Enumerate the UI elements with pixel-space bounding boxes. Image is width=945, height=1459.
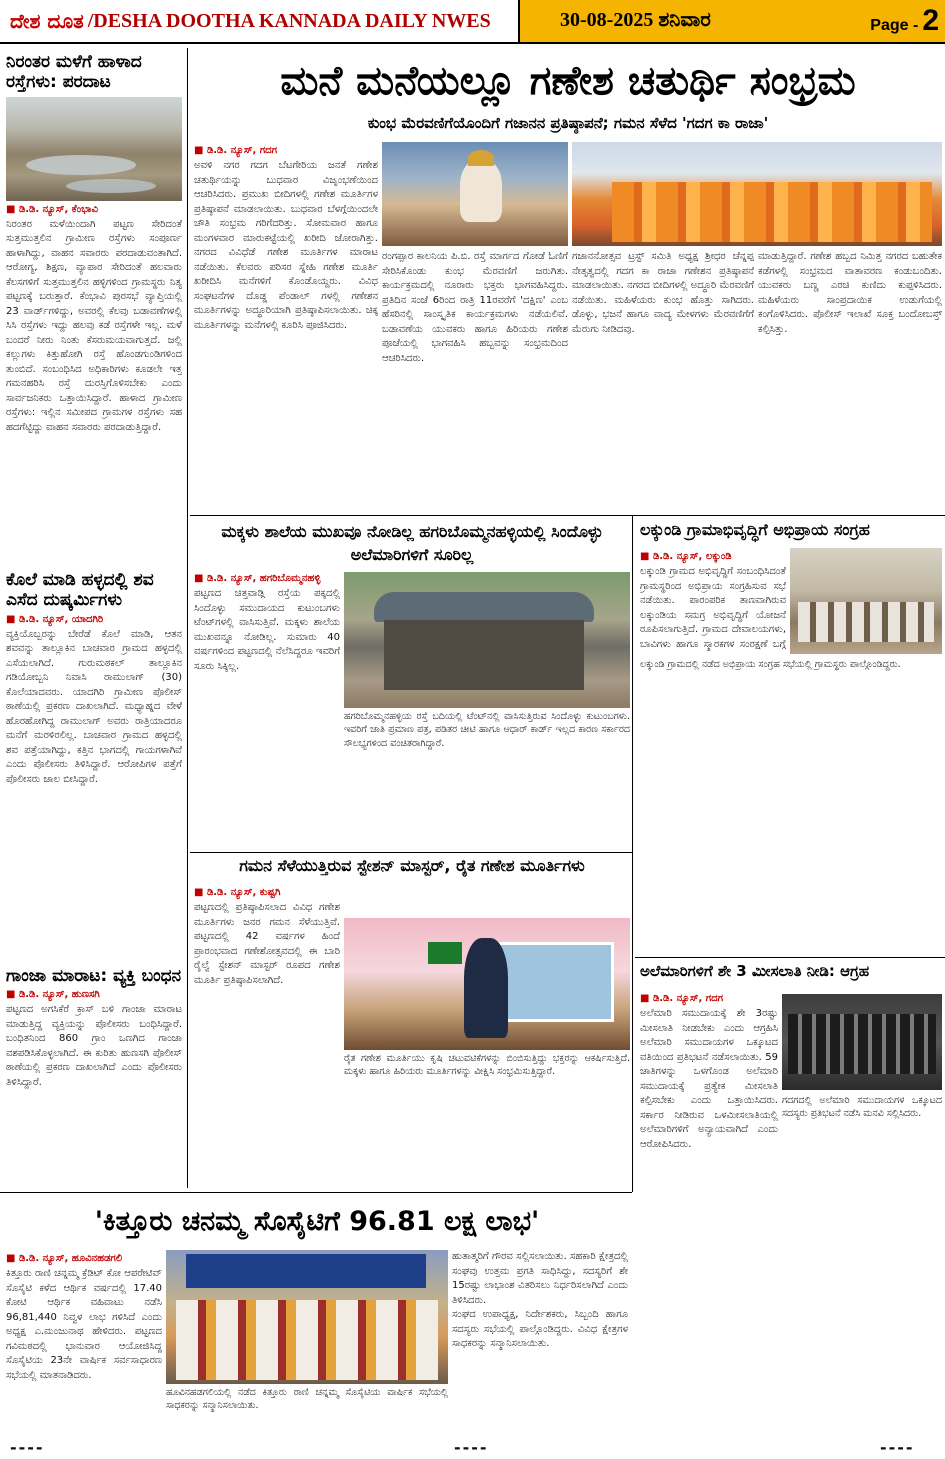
headline: ಲಕ್ಕುಂಡಿ ಗ್ರಾಮಾಭಿವೃದ್ಧಿಗೆ ಅಭಿಪ್ರಾಯ ಸಂಗ್ರಹ	[640, 520, 870, 539]
byline: ■ ಡಿ.ಡಿ. ನ್ಯೂಸ್, ಗದಗ	[640, 993, 778, 1004]
station-headline	[194, 856, 630, 882]
lead-col-c	[572, 250, 754, 512]
meeting-attendees	[798, 602, 934, 642]
protest-photo	[782, 994, 942, 1090]
headline: 'ಕಿತ್ತೂರು ಚನಮ್ಮ ಸೊಸೈಟಿಗೆ 96.81 ಲಕ್ಷ ಲಾಭ'	[94, 1206, 540, 1237]
subhead: ಕುಂಭ ಮೆರವಣಿಗೆಯೊಂದಿಗೆ ಗಜಾನನ ಪ್ರತಿಷ್ಠಾಪನೆ; ಗಮನ ಸೆಳೆದ 'ಗದಗ ಕಾ ರಾಜಾ'	[367, 114, 769, 132]
hagari-caption	[344, 710, 630, 850]
article-body: ಗಜಾನನೋತ್ಸವ ಟ್ರಸ್ಟ್ ಸಮಿತಿ ಅಧ್ಯಕ್ಷ ಶ್ರೀಧರ ಚೆನ್ನಪ್ಪ ನೇತೃತ್ವದಲ್ಲಿ ಗದಗ ಕಾ ರಾಜಾ ಗಣೇಶನ ಪ್ರತಿಷ್ಠಾಪನೆ ಮಾಡಲಾಯಿತು. ನಗರದ ಬೀದಿಗಳಲ್ಲಿ ಅದ್ಧೂರಿ ಮೆರವಣಿಗೆ ನಡೆಯಿತು. ಮಹಿಳೆಯರು ಕುಂಭ ಹೊತ್ತು ಸಾಗಿದರು. ಡೊಳ್ಳು, ಭಜನೆ ಹಾಗೂ ವಾದ್ಯ ಮೇಳಗಳು ಮೆರವಣಿಗೆಗೆ ಮೆರುಗು ನೀಡಿದವು.	[572, 251, 754, 335]
article-body: ಪಟ್ಟಣದಲ್ಲಿ ಪ್ರತಿಷ್ಠಾಪಿಸಲಾದ ವಿವಿಧ ಗಣೇಶ ಮೂರ್ತಿಗಳು ಜನರ ಗಮನ ಸೆಳೆಯುತ್ತಿವೆ. ಪಟ್ಟಣದಲ್ಲಿ 42 ವರ್ಷಗಳ ಹಿಂದೆ ಪ್ರಾರಂಭವಾದ ಗಣೇಶೋತ್ಸವದಲ್ಲಿ ಈ ಬಾರಿ ರೈಲ್ವೆ ಸ್ಟೇಶನ್ ಮಾಸ್ಟರ್ ರೂಪದ ಗಣೇಶ ಮೂರ್ತಿ ಪ್ರತಿಷ್ಠಾಪಿಸಲಾಗಿದೆ.	[194, 902, 340, 986]
article-body: ರಂಗಪ್ಪಾರ ಕಾಲನಿಯ ಪಿ.ಬಿ. ರಸ್ತೆ ಮಾರ್ಗದ ಗೋಡೆ ಓಣಿಗೆ ಸೇರಿಸಿಕೊಂಡು ಕುಂಭ ಮೆರವಣಿಗೆ ಜರುಗಿತು. ಕಾರ್ಯಕ್ರಮದಲ್ಲಿ ನೂರಾರು ಭಕ್ತರು ಭಾಗವಹಿಸಿದ್ದರು. ಪ್ರತಿದಿನ ಸಂಜೆ 6ರಿಂದ ರಾತ್ರಿ 11ರವರೆಗೆ 'ದಕ್ಷಿಣ' ಎಂಬ ಹೆಸರಿನಲ್ಲಿ ಸಾಂಸ್ಕೃತಿಕ ಕಾರ್ಯಕ್ರಮಗಳು ನಡೆಯಲಿವೆ. ಬಡಾವಣೆಯ ಯುವಕರು ಹಾಗೂ ಹಿರಿಯರು ಗಣೇಶ ಪೂಜೆಯಲ್ಲಿ ಭಾಗವಹಿಸಿ ಹಬ್ಬವನ್ನು ಸಂಭ್ರಮದಿಂದ ಆಚರಿಸಿದರು.	[382, 251, 568, 364]
byline: ■ ಡಿ.ಡಿ. ನ್ಯೂಸ್, ಯಾದಗಿರಿ	[6, 614, 182, 625]
page-number	[870, 4, 939, 38]
byline: ■ ಡಿ.ಡಿ. ನ್ಯೂಸ್, ಕೆಂಭಾವಿ	[6, 204, 182, 215]
section-rule	[190, 515, 945, 516]
article-body: ಪಟ್ಟಣದ ಚಿತ್ತವಾಡ್ಗಿ ರಸ್ತೆಯ ಪಕ್ಕದಲ್ಲಿ ಸಿಂದೊಳ್ಳು ಸಮುದಾಯದ ಕುಟುಂಬಗಳು ಟೆಂಟ್‌ಗಳಲ್ಲಿ ವಾಸಿಸುತ್ತಿವೆ. ಮಕ್ಕಳು ಶಾಲೆಯ ಮುಖವನ್ನೂ ನೋಡಿಲ್ಲ. ಸುಮಾರು 40 ವರ್ಷಗಳಿಂದ ಪಟ್ಟಣದಲ್ಲಿ ನೆಲೆಸಿದ್ದರೂ ಇವರಿಗೆ ಸೂರು ಸಿಕ್ಕಿಲ್ಲ.	[194, 588, 340, 672]
station-text	[194, 884, 340, 1190]
footer-dashes: ----	[10, 1438, 45, 1457]
lead-col-b	[382, 250, 568, 512]
alemari-text	[640, 990, 778, 1430]
kittur-text-2	[452, 1250, 628, 1436]
headline: ನಿರಂತರ ಮಳೆಗೆ ಹಾಳಾದ ರಸ್ತೆಗಳು: ಪರದಾಟ	[6, 52, 142, 93]
photo-caption: ಗದಗದಲ್ಲಿ ಅಲೆಮಾರಿ ಸಮುದಾಯಗಳ ಒಕ್ಕೂಟದ ಸದಸ್ಯರು ಪ್ರತಿಭಟನೆ ನಡೆಸಿ ಮನವಿ ಸಲ್ಲಿಸಿದರು.	[782, 1095, 942, 1120]
hagari-headline	[194, 520, 630, 570]
article-body: ಸಂಘದ ಉಪಾಧ್ಯಕ್ಷ, ನಿರ್ದೇಶಕರು, ಸಿಬ್ಬಂದಿ ಹಾಗೂ ಸದಸ್ಯರು ಸಭೆಯಲ್ಲಿ ಪಾಲ್ಗೊಂಡಿದ್ದರು. ವಿವಿಧ ಕ್ಷೇತ್ರಗಳ ಸಾಧಕರನ್ನು ಸನ್ಮಾನಿಸಲಾಯಿತು.	[452, 1309, 628, 1349]
column-rule	[632, 515, 633, 1192]
article-body: ಮಾಡುತ್ತಿದ್ದಾರೆ. ಗಣೇಶ ಹಬ್ಬದ ನಿಮಿತ್ತ ನಗರದ ಬಹುತೇಕ ಕಡೆಗಳಲ್ಲಿ ಸಂಭ್ರಮದ ವಾತಾವರಣ ಕಂಡುಬಂದಿತು. ಯುವಕರು ಬಣ್ಣ ಎರಚಿ ಕುಣಿದು ಕುಪ್ಪಳಿಸಿದರು. ಮಹಿಳೆಯರು ಸಾಂಪ್ರದಾಯಿಕ ಉಡುಗೆಯಲ್ಲಿ ಕಂಗೊಳಿಸಿದರು. ಪೊಲೀಸ್ ಇಲಾಖೆ ಸೂಕ್ತ ಬಂದೋಬಸ್ತ್ ಕಲ್ಪಿಸಿತ್ತು.	[758, 251, 942, 335]
article-body: ಅವಳಿ ನಗರ ಗದಗ ಬೆಟಗೇರಿಯ ಜನತೆ ಗಣೇಶ ಚತುರ್ಥಿಯನ್ನು ಬುಧವಾರ ವಿಜೃಂಭಣೆಯಿಂದ ಆಚರಿಸಿದರು. ಪ್ರಮುಖ ಬೀದಿಗಳಲ್ಲಿ ಗಣೇಶ ಮೂರ್ತಿಗಳ ಪ್ರತಿಷ್ಠಾಪನೆ ಮಾಡಲಾಯಿತು. ಬುಧವಾರ ಬೆಳಗ್ಗೆಯಿಂದಲೇ ಚೌತಿ ಸಂಭ್ರಮ ಗರಿಗೆದರಿತ್ತು. ಸೋಮವಾರ ಹಾಗೂ ಮಂಗಳವಾರ ಮಾರುಕಟ್ಟೆಯಲ್ಲಿ ಖರೀದಿ ಜೋರಾಗಿತ್ತು. ನಗರದ ವಿವಿಧೆಡೆ ಗಣೇಶ ಮೂರ್ತಿಗಳ ಮಾರಾಟ ನಡೆಯಿತು. ಕೆಲವರು ಪರಿಸರ ಸ್ನೇಹಿ ಗಣೇಶ ಮೂರ್ತಿ ಖರೀದಿಸಿ ಮನೆಗಳಿಗೆ ಕೊಂಡೊಯ್ದರು. ವಿವಿಧ ಸಂಘಟನೆಗಳ ದೊಡ್ಡ ಪೆಂಡಾಲ್ ಗಳಲ್ಲಿ ಗಣೇಶನ ಮೂರ್ತಿಗಳನ್ನು ಅದ್ಧೂರಿಯಾಗಿ ಪ್ರತಿಷ್ಠಾಪಿಸಲಾಯಿತು. ಚಿಕ್ಕ ಮೂರ್ತಿಗಳನ್ನು ಮನೆಗಳಲ್ಲಿ ಕೂರಿಸಿ ಪೂಜಿಸಿದರು.	[194, 160, 378, 331]
kittur-caption	[166, 1386, 448, 1436]
page-label: Page -	[870, 17, 919, 34]
station-caption	[344, 1052, 630, 1188]
protest-crowd	[788, 1014, 936, 1074]
lakkundi-caption	[640, 658, 942, 954]
story-roads	[6, 52, 182, 552]
people-row	[176, 1300, 438, 1380]
procession-photo	[572, 142, 942, 246]
tent-body	[384, 620, 584, 690]
masthead	[0, 0, 945, 44]
hagari-text	[194, 570, 340, 850]
ganesha-idol-photo	[382, 142, 568, 246]
byline: ■ ಡಿ.ಡಿ. ನ್ಯೂಸ್, ಗದಗ	[194, 145, 378, 156]
kittur-headline	[6, 1198, 628, 1246]
byline: ■ ಡಿ.ಡಿ. ನ್ಯೂಸ್, ಹೂವಿನಹಡಗಲಿ	[6, 1253, 162, 1264]
footer-dashes: ----	[880, 1438, 915, 1457]
article-body: ಹುತಾತ್ಮರಿಗೆ ಗೌರವ ಸಲ್ಲಿಸಲಾಯಿತು. ಸಹಕಾರಿ ಕ್ಷೇತ್ರದಲ್ಲಿ ಸಂಘವು ಉತ್ತಮ ಪ್ರಗತಿ ಸಾಧಿಸಿದ್ದು, ಸದಸ್ಯರಿಗೆ ಶೇ 15ರಷ್ಟು ಲಾಭಾಂಶ ವಿತರಿಸಲು ನಿರ್ಧರಿಸಲಾಗಿದೆ ಎಂದು ತಿಳಿಸಿದರು.	[452, 1251, 628, 1306]
lakkundi-headline	[640, 520, 942, 546]
lead-headline	[194, 50, 942, 112]
photo-caption: ಹಗರಿಬೊಮ್ಮನಹಳ್ಳಿಯ ರಸ್ತೆ ಬದಿಯಲ್ಲಿ ಟೆಂಟ್‌ನಲ್ಲಿ ವಾಸಿಸುತ್ತಿರುವ ಸಿಂದೊಳ್ಳು ಕುಟುಂಬಗಳು. ಇವರಿಗೆ ಜಾತಿ ಪ್ರಮಾಣ ಪತ್ರ, ಪಡಿತರ ಚೀಟಿ ಹಾಗೂ ಆಧಾರ್ ಕಾರ್ಡ್ ಇಲ್ಲದ ಕಾರಣ ಸರ್ಕಾರದ ಸೌಲಭ್ಯಗಳಿಂದ ವಂಚಿತರಾಗಿದ್ದಾರೆ.	[344, 711, 630, 749]
story-murder	[6, 570, 182, 970]
headline: ಕೊಲೆ ಮಾಡಿ ಹಳ್ಳದಲ್ಲಿ ಶವ ಎಸೆದ ದುಷ್ಕರ್ಮಿಗಳು	[6, 570, 154, 611]
column-rule	[187, 48, 188, 1188]
ganesha-station-master-figure	[464, 938, 508, 1038]
story-ganja	[6, 966, 182, 1188]
article-body: ಕಿತ್ತೂರು ರಾಣಿ ಚನ್ನಮ್ಮ ಕ್ರೆಡಿಟ್ ಕೋ ಆಪರೇಟಿವ್ ಸೊಸೈಟಿ ಕಳೆದ ಆರ್ಥಿಕ ವರ್ಷದಲ್ಲಿ 17.40 ಕೋಟಿ ಆರ್ಥಿಕ ವಹಿವಾಟು ನಡೆಸಿ 96,81,440 ನಿವ್ವಳ ಲಾಭ ಗಳಿಸಿದೆ ಎಂದು ಅಧ್ಯಕ್ಷ ಎ.ಮಂಜುನಾಥ ಹೇಳಿದರು. ಪಟ್ಟಣದ ಗವಿಮಠದಲ್ಲಿ ಭಾನುವಾರ ಆಯೋಜಿಸಿದ್ದ ಸೊಸೈಟಿಯ 23ನೇ ವಾರ್ಷಿಕ ಸರ್ವಸಾಧಾರಣ ಸಭೆಯಲ್ಲಿ ಮಾತನಾಡಿದರು.	[6, 1268, 162, 1381]
byline: ■ ಡಿ.ಡಿ. ನ್ಯೂಸ್, ಕುಷ್ಟಗಿ	[194, 887, 340, 898]
headline: ಅಲೆಮಾರಿಗಳಿಗೆ ಶೇ 3 ಮೀಸಲಾತಿ ನೀಡಿ: ಆಗ್ರಹ	[640, 962, 870, 980]
kittur-text	[6, 1250, 162, 1436]
newspaper-name-kannada: ದೇಶ ದೂತ	[10, 9, 84, 33]
photo-caption: ರೈತ ಗಣೇಶ ಮೂರ್ತಿಯು ಕೃಷಿ ಚಟುವಟಿಕೆಗಳನ್ನು ಬಿಂಬಿಸುತ್ತಿದ್ದು ಭಕ್ತರನ್ನು ಆಕರ್ಷಿಸುತ್ತಿದೆ. ಮಕ್ಕಳು ಹಾಗೂ ಹಿರಿಯರು ಮೂರ್ತಿಗಳನ್ನು ವೀಕ್ಷಿಸಿ ಸಂಭ್ರಮಿಸುತ್ತಿದ್ದಾರೆ.	[344, 1053, 630, 1078]
puddle	[66, 179, 156, 193]
lead-col-d	[758, 250, 942, 512]
newspaper-name-english: /DESHA DOOTHA KANNADA DAILY NWES	[87, 9, 491, 32]
photo-caption: ಹೂವಿನಹಡಗಲಿಯಲ್ಲಿ ನಡೆದ ಕಿತ್ತೂರು ರಾಣಿ ಚನ್ನಮ್ಮ ಸೊಸೈಟಿಯ ವಾರ್ಷಿಕ ಸಭೆಯಲ್ಲಿ ಸಾಧಕರನ್ನು ಸನ್ಮಾನಿಸಲಾಯಿತು.	[166, 1387, 448, 1412]
idol-crown	[468, 150, 494, 166]
meeting-photo	[790, 548, 942, 654]
masthead-title-block	[0, 0, 520, 42]
headline: ಗಾಂಜಾ ಮಾರಾಟ: ವ್ಯಕ್ತಿ ಬಂಧನ	[6, 966, 182, 986]
tent-photo	[344, 572, 630, 708]
headline: ಗಮನ ಸೆಳೆಯುತ್ತಿರುವ ಸ್ಟೇಶನ್ ಮಾಸ್ಟರ್, ರೈತ ಗಣೇಶ ಮೂರ್ತಿಗಳು	[239, 856, 585, 875]
photo-caption: ಲಕ್ಕುಂಡಿ ಗ್ರಾಮದಲ್ಲಿ ನಡೆದ ಅಭಿಪ್ರಾಯ ಸಂಗ್ರಹ ಸಭೆಯಲ್ಲಿ ಗ್ರಾಮಸ್ಥರು ಪಾಲ್ಗೊಂಡಿದ್ದರು.	[640, 659, 901, 670]
article-body: ವ್ಯಕ್ತಿಯೊಬ್ಬರನ್ನು ಬೇರೆಡೆ ಕೊಲೆ ಮಾಡಿ, ಆತನ ಶವವನ್ನು ತಾಲ್ಲೂಕಿನ ಬಾಚವಾರ ಗ್ರಾಮದ ಹಳ್ಳದಲ್ಲಿ ಎಸೆಯಲಾಗಿದೆ. ಗುರುಮಠಕಲ್ ತಾಲ್ಲೂಕಿನ ಗಡಿಯೋಬ್ಬನಿ ನಿವಾಸಿ ರಾಮುಲಾಗ್ (30) ಕೊಲೆಯಾದವರು. ಯಾದಗಿರಿ ಗ್ರಾಮೀಣ ಪೊಲೀಸ್ ಠಾಣೆಯಲ್ಲಿ ಪ್ರಕರಣ ದಾಖಲಾಗಿದೆ. ಮಧ್ಯಾಹ್ನದ ವೇಳೆ ಹೊರಹೋಗಿದ್ದ ರಾಮುಲಾಗ್ ಅವರು ರಾತ್ರಿಯಾದರೂ ಮನೆಗೆ ಮರಳಿರಲಿಲ್ಲ. ಬಾಚವಾರ ಗ್ರಾಮದ ಹಳ್ಳದಲ್ಲಿ ಶವ ಪತ್ತೆಯಾಗಿದ್ದು, ಕತ್ತಿನ ಭಾಗದಲ್ಲಿ ಗಾಯಗಳಾಗಿವೆ ಎಂದು ಪೊಲೀಸರು ತಿಳಿಸಿದ್ದಾರೆ. ಆರೋಪಿಗಳ ಪತ್ತೆಗೆ ಪೊಲೀಸರು ಜಾಲ ಬೀಸಿದ್ದಾರೆ.	[6, 628, 182, 785]
felicitation-photo	[166, 1250, 448, 1384]
section-rule	[190, 852, 632, 853]
byline: ■ ಡಿ.ಡಿ. ನ್ಯೂಸ್, ಹಗರಿಬೊಮ್ಮನಹಳ್ಳಿ	[194, 573, 340, 584]
article-body: ಲಕ್ಕುಂಡಿ ಗ್ರಾಮದ ಅಭಿವೃದ್ಧಿಗೆ ಸಂಬಂಧಿಸಿದಂತೆ ಗ್ರಾಮಸ್ಥರಿಂದ ಅಭಿಪ್ರಾಯ ಸಂಗ್ರಹಿಸುವ ಸಭೆ ನಡೆಯಿತು. ಪಾರಂಪರಿಕ ತಾಣವಾಗಿರುವ ಲಕ್ಕುಂಡಿಯ ಸಮಗ್ರ ಅಭಿವೃದ್ಧಿಗೆ ಯೋಜನೆ ರೂಪಿಸಲಾಗುತ್ತಿದೆ. ಗ್ರಾಮದ ದೇವಾಲಯಗಳು, ಬಾವಿಗಳು ಹಾಗೂ ಸ್ಮಾರಕಗಳ ಸಂರಕ್ಷಣೆ ಬಗ್ಗೆ	[640, 566, 786, 650]
page-number-value: 2	[922, 4, 939, 37]
station-master-ganesha-photo	[344, 918, 630, 1050]
alemari-caption	[782, 1094, 942, 1432]
lead-col-a	[194, 142, 378, 512]
article-body: ಪಟ್ಟಣದ ಅಗಸಿಕೆರೆ ಕ್ರಾಸ್ ಬಳಿ ಗಾಂಜಾ ಮಾರಾಟ ಮಾಡುತ್ತಿದ್ದ ವ್ಯಕ್ತಿಯನ್ನು ಪೊಲೀಸರು ಬಂಧಿಸಿದ್ದಾರೆ. ಬಂಧಿತನಿಂದ 860 ಗ್ರಾಂ ಒಣಗಿದ ಗಾಂಜಾ ವಶಪಡಿಸಿಕೊಳ್ಳಲಾಗಿದೆ. ಈ ಕುರಿತು ಹುಣಸಗಿ ಪೊಲೀಸ್ ಠಾಣೆಯಲ್ಲಿ ಪ್ರಕರಣ ದಾಖಲಾಗಿದೆ ಎಂದು ಪೊಲೀಸರು ತಿಳಿಸಿದ್ದಾರೆ.	[6, 1004, 182, 1088]
stage-banner	[186, 1254, 426, 1288]
headline: ಮಕ್ಕಳು ಶಾಲೆಯ ಮುಖವೂ ನೋಡಿಲ್ಲ ಹಗರಿಬೊಮ್ಮನಹಳ್ಳಿಯಲ್ಲಿ ಸಿಂದೊಳ್ಳು ಅಲೆಮಾರಿಗಳಿಗೆ ಸೂರಿಲ್ಲ	[221, 522, 603, 565]
roads-photo	[6, 97, 182, 201]
article-body: ಅಲೆಮಾರಿ ಸಮುದಾಯಕ್ಕೆ ಶೇ 3ರಷ್ಟು ಮೀಸಲಾತಿ ನೀಡಬೇಕು ಎಂದು ಆಗ್ರಹಿಸಿ ಅಲೆಮಾರಿ ಸಮುದಾಯಗಳ ಒಕ್ಕೂಟದ ವತಿಯಿಂದ ಪ್ರತಿಭಟನೆ ನಡೆಸಲಾಯಿತು. 59 ಜಾತಿಗಳನ್ನು ಒಳಗೊಂಡ ಅಲೆಮಾರಿ ಸಮುದಾಯಕ್ಕೆ ಪ್ರತ್ಯೇಕ ಮೀಸಲಾತಿ ಕಲ್ಪಿಸಬೇಕು ಎಂದು ಒತ್ತಾಯಿಸಿದರು. ಸರ್ಕಾರ ನೀಡಿರುವ ಒಳಮೀಸಲಾತಿಯಲ್ಲಿ ಅಲೆಮಾರಿಗಳಿಗೆ ಅನ್ಯಾಯವಾಗಿದೆ ಎಂದು ಆರೋಪಿಸಿದರು.	[640, 1008, 778, 1150]
byline: ■ ಡಿ.ಡಿ. ನ್ಯೂಸ್, ಲಕ್ಕುಂಡಿ	[640, 551, 786, 562]
tent-roof	[374, 592, 594, 622]
article-body: ನಿರಂತರ ಮಳೆಯಿಂದಾಗಿ ಪಟ್ಟಣ ಸೇರಿದಂತೆ ಸುತ್ತಮುತ್ತಲಿನ ಗ್ರಾಮೀಣ ರಸ್ತೆಗಳು ಸಂಪೂರ್ಣ ಹಾಳಾಗಿದ್ದು, ವಾಹನ ಸವಾರರು ಪರದಾಡುವಂತಾಗಿದೆ. ಆರೋಗ್ಯ, ಶಿಕ್ಷಣ, ವ್ಯಾಪಾರ ಸೇರಿದಂತೆ ಹಲವಾರು ಕೆಲಸಗಳಿಗೆ ಸುತ್ತಮುತ್ತಲಿನ ಹಳ್ಳಿಗಳಿಂದ ಗ್ರಾಮಸ್ಥರು ನಿತ್ಯ ಪಟ್ಟಣಕ್ಕೆ ಬರುತ್ತಾರೆ. ಕೆಂಭಾವಿ ಪುರಸಭೆ ವ್ಯಾಪ್ತಿಯಲ್ಲಿ 23 ವಾರ್ಡ್‌ಗಳಿದ್ದು, ಅವರಲ್ಲಿ ಕೆಲವು ಬಡಾವಣೆಗಳಲ್ಲಿ ಸಿಸಿ ರಸ್ತೆಗಳು ಇದ್ದು ಹಲವು ಕಡೆ ರಸ್ತೆಗಳೇ ಇಲ್ಲ. ಮಳೆ ಬಂದರೆ ನೀರು ನಿಂತು ಕೆಸರುಮಯವಾಗುತ್ತದೆ. ಜಲ್ಲಿ ಕಲ್ಲುಗಳು ಕಿತ್ತುಹೋಗಿ ರಸ್ತೆ ಹೊಂಡಗುಂಡಿಗಳಿಂದ ತುಂಬಿದೆ. ಸಂಬಂಧಿಸಿದ ಅಧಿಕಾರಿಗಳು ಕೂಡಲೇ ಇತ್ತ ಗಮನಹರಿಸಿ ರಸ್ತೆ ದುರಸ್ತಿಗೊಳಿಸಬೇಕು ಎಂದು ಸಾರ್ವಜನಿಕರು ಒತ್ತಾಯಿಸಿದ್ದಾರೆ. ಹಾಳಾದ ಗ್ರಾಮೀಣ ರಸ್ತೆಗಳು: ಇಲ್ಲಿನ ಸಮೀಪದ ಗ್ರಾಮಗಳ ರಸ್ತೆಗಳು ಸಹ ಹದಗೆಟ್ಟಿದ್ದು ವಾಹನ ಸವಾರರು ಪರದಾಡುತ್ತಿದ್ದಾರೆ.	[6, 218, 182, 433]
ganesha-idol-figure	[460, 160, 502, 222]
lead-subhead	[194, 114, 942, 138]
issue-date: 30-08-2025 ಶನಿವಾರ	[560, 9, 711, 31]
section-rule	[0, 1192, 632, 1193]
byline: ■ ಡಿ.ಡಿ. ನ್ಯೂಸ್, ಹುಣಸಗಿ	[6, 989, 182, 1000]
alemari-headline	[640, 962, 942, 988]
footer-dashes: ----	[454, 1438, 489, 1457]
procession-women-sarees	[612, 182, 932, 242]
lakkundi-text	[640, 548, 786, 654]
puddle	[26, 155, 136, 175]
section-rule	[635, 957, 945, 958]
green-flag	[428, 942, 462, 964]
lead-title: ಮನೆ ಮನೆಯಲ್ಲೂ ಗಣೇಶ ಚತುರ್ಥಿ ಸಂಭ್ರಮ	[280, 58, 856, 104]
railway-banner	[494, 942, 614, 1022]
